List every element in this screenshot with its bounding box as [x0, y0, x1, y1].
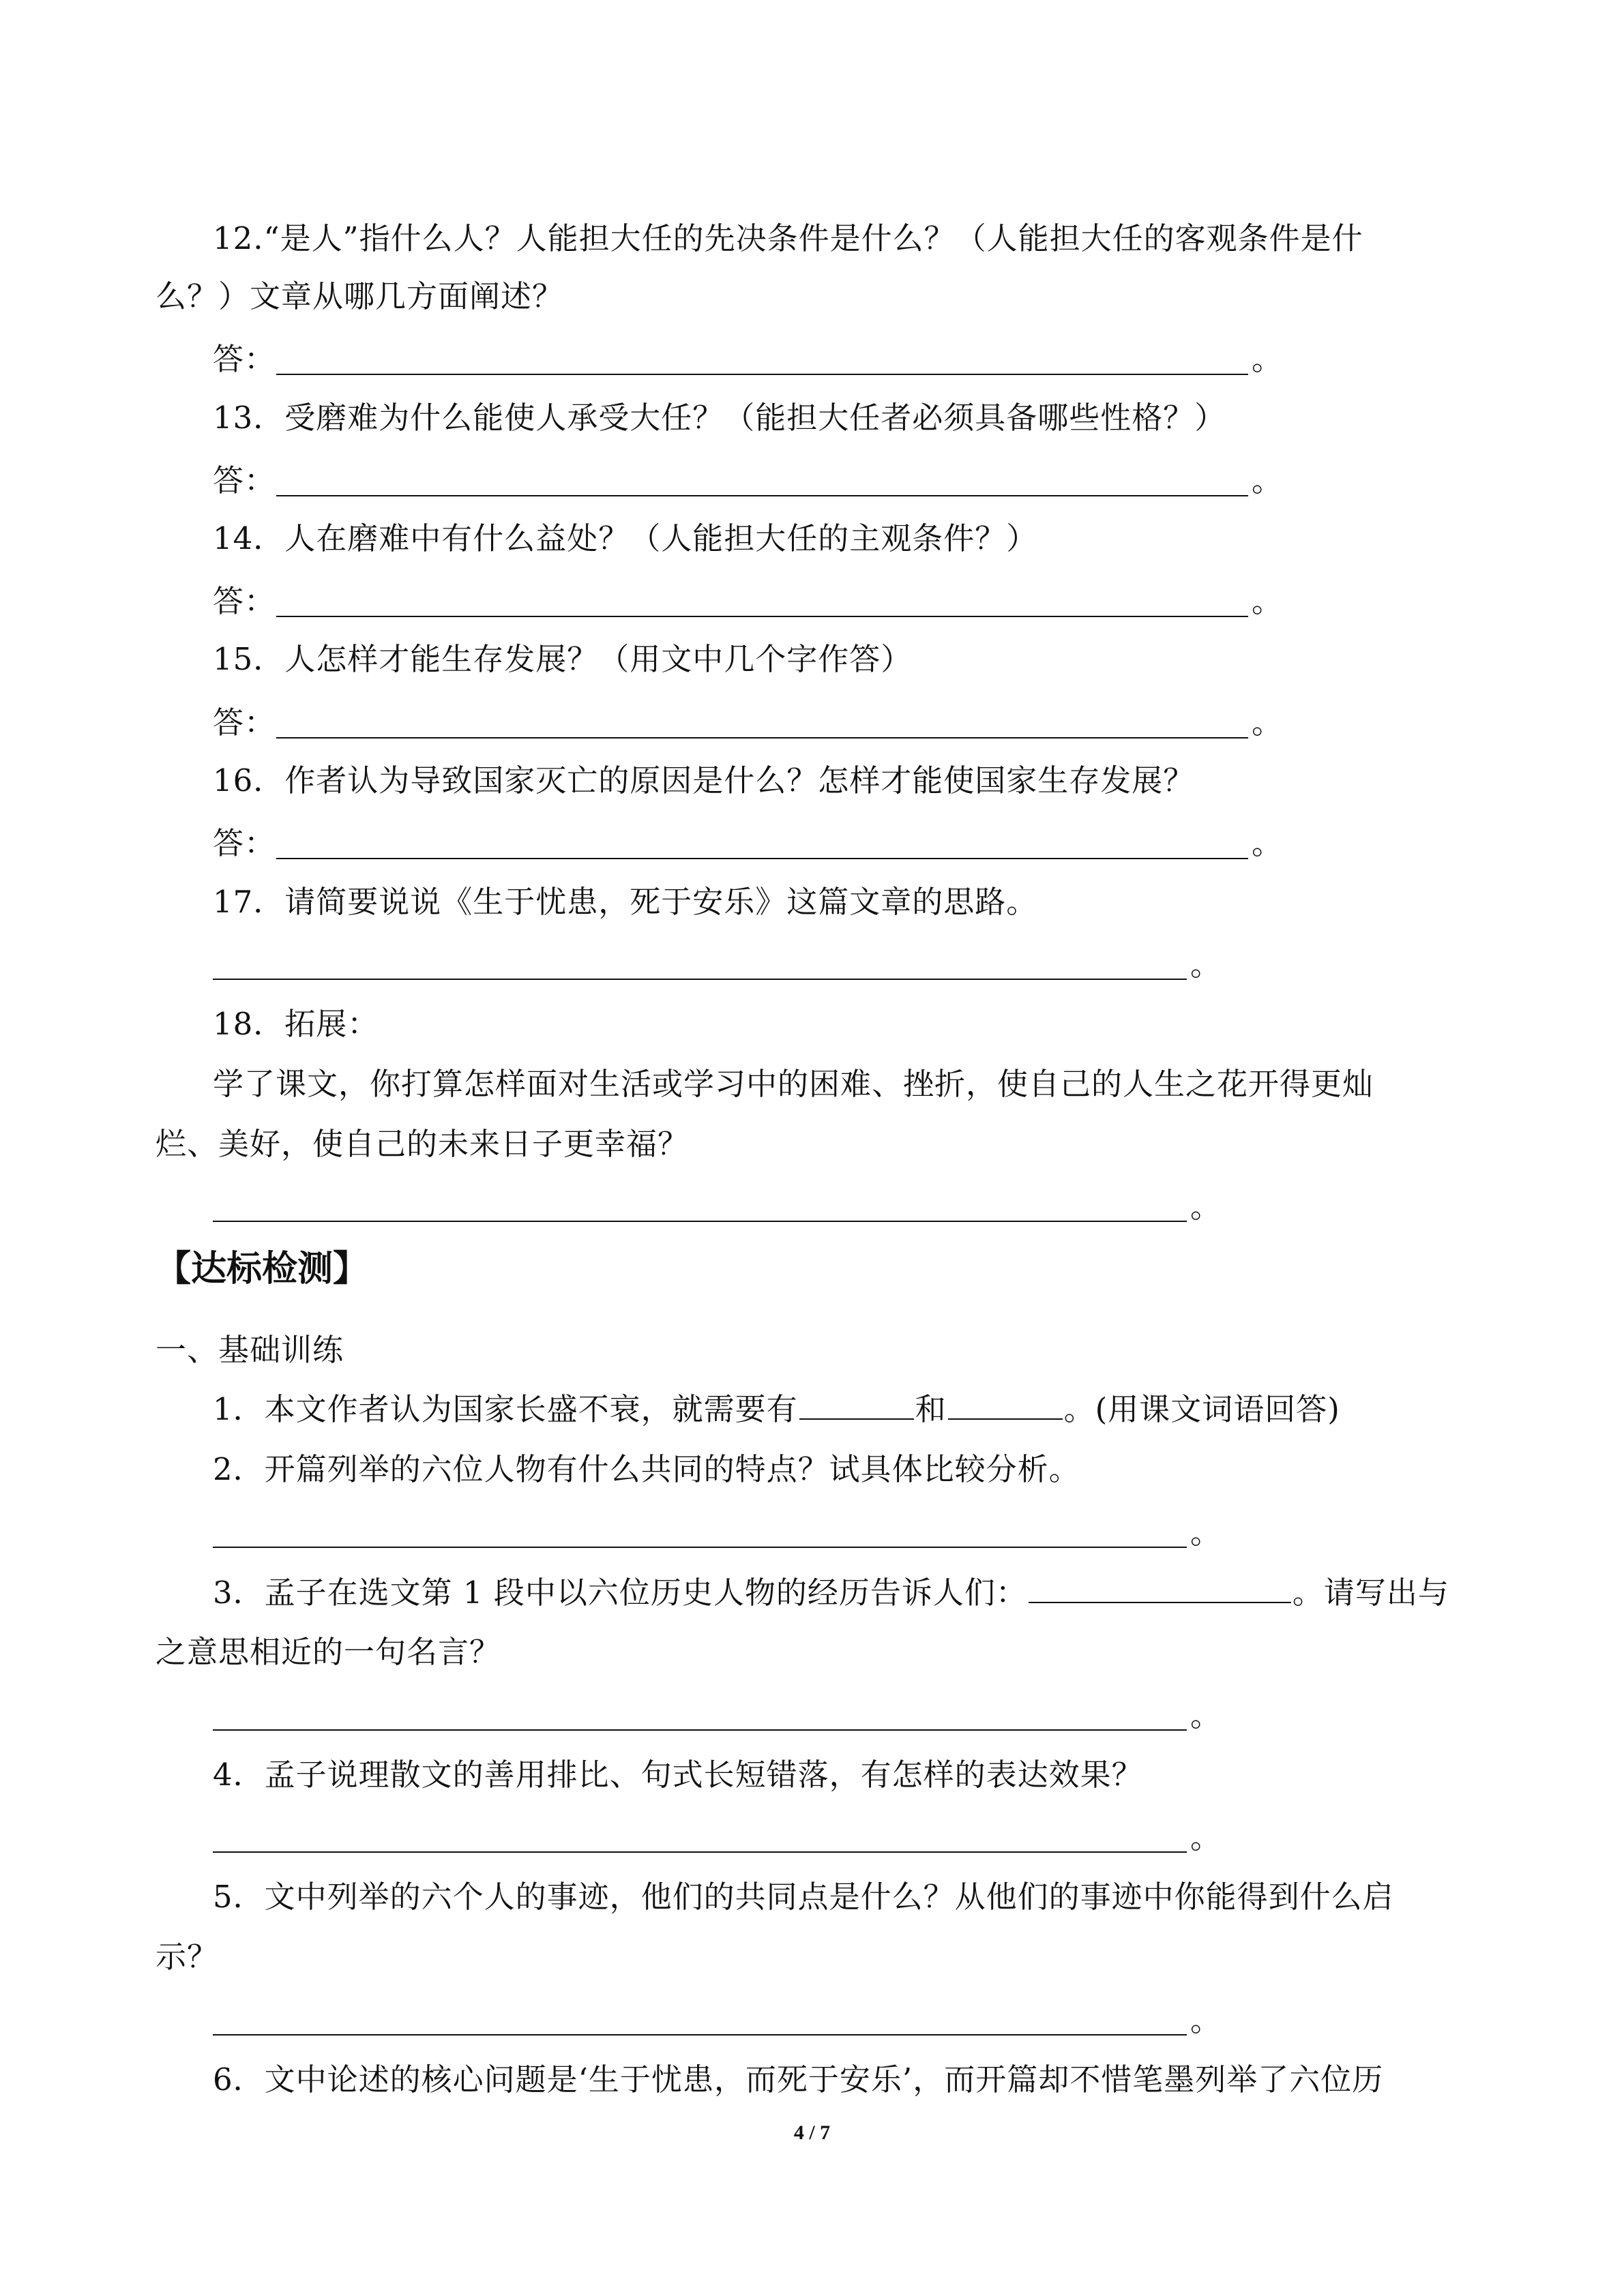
q15-line-1: 15．人怎样才能生存发展？（用文中几个字作答） — [213, 641, 913, 677]
q12-line-2: 么？）文章从哪几方面阐述？ — [156, 278, 564, 314]
b1-line — [213, 1388, 1340, 1430]
q12-line-1: 12.“是人”指什么人？人能担大任的先决条件是什么？（人能担大任的客观条件是什 — [213, 220, 1363, 256]
q13-answer-end: 。 — [1252, 462, 1284, 498]
q13-answer-label: 答： — [213, 462, 276, 498]
q14-answer-label: 答： — [213, 583, 276, 619]
b2-answer-blank[interactable] — [213, 1547, 1187, 1548]
b2-answer-end: 。 — [1190, 1515, 1222, 1551]
q15-answer-end: 。 — [1252, 704, 1284, 741]
q18-line-1: 学了课文，你打算怎样面对生活或学习中的困难、挫折，使自己的人生之花开得更灿 — [213, 1066, 1374, 1102]
q12-answer-label: 答： — [213, 341, 276, 377]
q12-answer-end: 。 — [1252, 341, 1284, 377]
b3-answer-end: 。 — [1190, 1697, 1222, 1733]
b3-line-1 — [213, 1572, 1449, 1613]
b1-blank-1[interactable] — [799, 1388, 914, 1420]
b4-line-1: 4．孟子说理散文的善用排比、句式长短错落，有怎样的表达效果？ — [213, 1757, 1143, 1793]
b1-text-a: 1．本文作者认为国家长盛不衰，就需要有 — [213, 1391, 798, 1427]
q12-answer-blank[interactable] — [276, 374, 1248, 375]
q15-answer-label: 答： — [213, 704, 276, 741]
b4-answer-end: 。 — [1190, 1819, 1222, 1855]
b3-answer-blank[interactable] — [213, 1729, 1187, 1731]
b5-line-2: 示？ — [156, 1939, 219, 1975]
b4-answer-blank[interactable] — [213, 1851, 1187, 1853]
q14-answer-end: 。 — [1252, 583, 1284, 619]
b3-line-2: 之意思相近的一句名言？ — [156, 1634, 501, 1670]
q14-answer-blank[interactable] — [276, 616, 1248, 617]
q13-line-1: 13．受磨难为什么能使人承受大任？（能担大任者必须具备哪些性格？） — [213, 400, 1226, 436]
b1-text-c: 。(用课文词语回答) — [1063, 1391, 1340, 1427]
b3-text-b: 。请写出与 — [1292, 1575, 1449, 1611]
q16-answer-end: 。 — [1252, 825, 1284, 861]
q14-line-1: 14．人在磨难中有什么益处？（人能担大任的主观条件？） — [213, 520, 1038, 556]
q17-line-1: 17．请简要说说《生于忧患，死于安乐》这篇文章的思路。 — [213, 884, 1038, 920]
q18-answer-end: 。 — [1190, 1189, 1222, 1225]
b3-text-a: 3．孟子在选文第 1 段中以六位历史人物的经历告诉人们： — [213, 1575, 1027, 1611]
section-title: 【达标检测】 — [156, 1249, 369, 1289]
page-number: 4 / 7 — [793, 2121, 831, 2144]
q13-answer-blank[interactable] — [276, 495, 1248, 496]
q16-answer-label: 答： — [213, 825, 276, 861]
b1-text-b: 和 — [915, 1391, 947, 1427]
b6-line-1: 6．文中论述的核心问题是‘生于忧患，而死于安乐’，而开篇却不惜笔墨列举了六位历 — [213, 2061, 1384, 2098]
q18-answer-blank[interactable] — [213, 1221, 1187, 1222]
part-1-heading: 一、基础训练 — [156, 1332, 344, 1368]
q17-answer-end: 。 — [1190, 946, 1222, 983]
q17-answer-blank[interactable] — [213, 979, 1187, 980]
q15-answer-blank[interactable] — [276, 737, 1248, 739]
b1-blank-2[interactable] — [948, 1388, 1063, 1420]
b5-line-1: 5．文中列举的六个人的事迹，他们的共同点是什么？从他们的事迹中你能得到什么启 — [213, 1879, 1394, 1915]
q16-line-1: 16．作者认为导致国家灭亡的原因是什么？怎样才能使国家生存发展？ — [213, 762, 1195, 799]
b5-answer-end: 。 — [1190, 2002, 1222, 2038]
q16-answer-blank[interactable] — [276, 858, 1248, 859]
b2-line-1: 2．开篇列举的六位人物有什么共同的特点？试具体比较分析。 — [213, 1451, 1080, 1487]
b5-answer-blank[interactable] — [213, 2034, 1187, 2036]
q18-title: 18．拓展： — [213, 1006, 379, 1042]
q18-line-2: 烂、美好，使自己的未来日子更幸福？ — [156, 1126, 690, 1162]
b3-blank[interactable] — [1029, 1572, 1291, 1603]
